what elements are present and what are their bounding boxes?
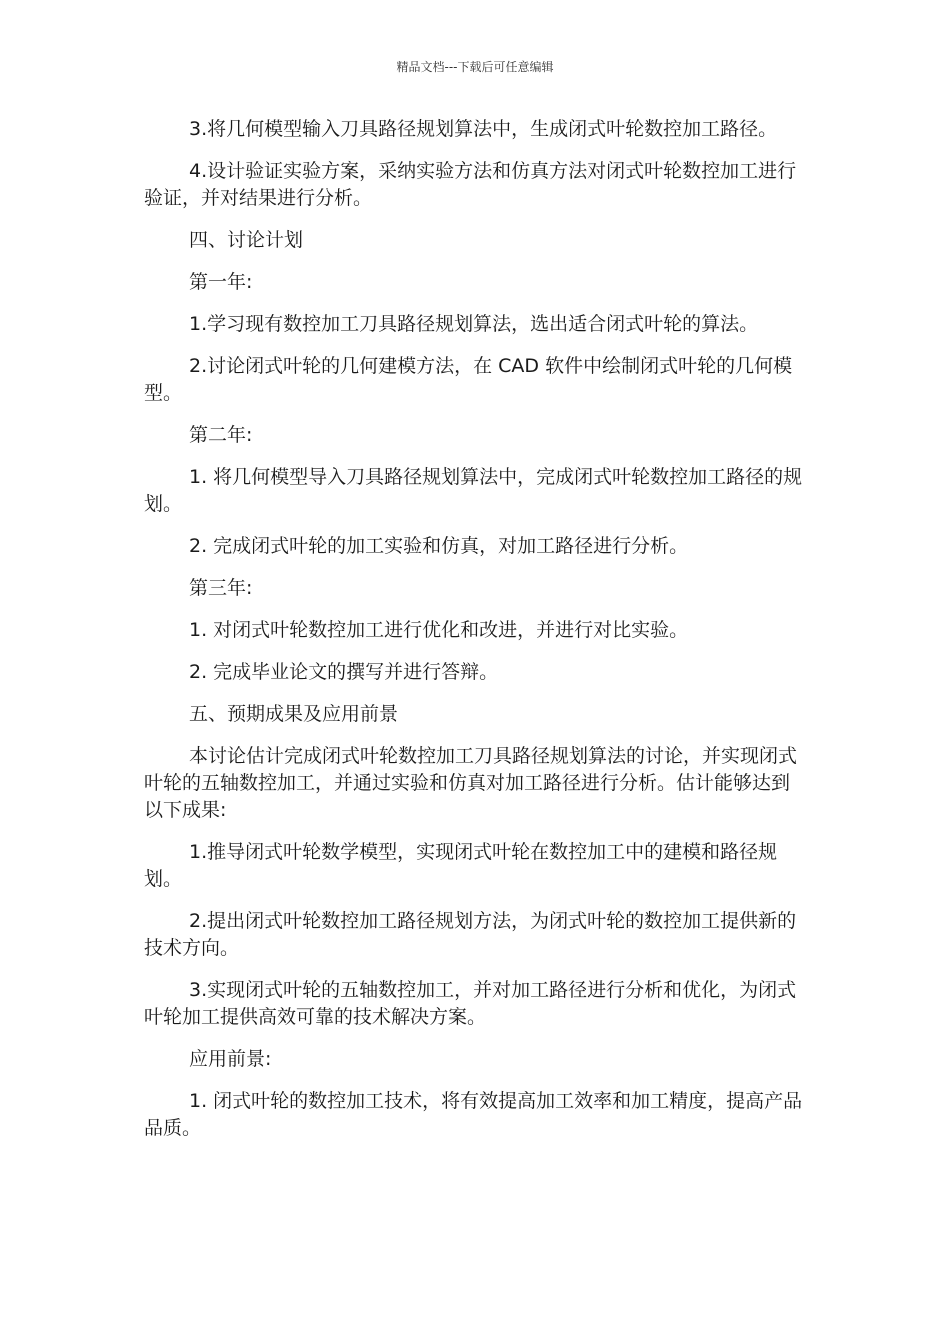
expected-result-1: 1.推导闭式叶轮数学模型，实现闭式叶轮在数控加工中的建模和路径规划。 [144,841,778,890]
year-two-item-1: 1. 将几何模型导入刀具路径规划算法中，完成闭式叶轮数控加工路径的规划。 [144,466,803,515]
section-heading-discussion-plan: 四、讨论计划 [189,229,304,251]
year-three-item-1: 1. 对闭式叶轮数控加工进行优化和改进，并进行对比实验。 [189,619,689,641]
year-two-heading: 第二年: [189,424,253,446]
year-one-item-1: 1.学习现有数控加工刀具路径规划算法，选出适合闭式叶轮的算法。 [189,313,759,335]
year-one-item-2: 2.讨论闭式叶轮的几何建模方法，在 CAD 软件中绘制闭式叶轮的几何模型。 [144,355,793,404]
year-three-item-2: 2. 完成毕业论文的撰写并进行答辩。 [189,661,499,683]
paragraph-step-4: 4.设计验证实验方案，采纳实验方法和仿真方法对闭式叶轮数控加工进行验证，并对结果进行分析。 [144,160,797,209]
application-prospect-1: 1. 闭式叶轮的数控加工技术，将有效提高加工效率和加工精度，提高产品品质。 [144,1090,803,1139]
paragraph-step-3: 3.将几何模型输入刀具路径规划算法中，生成闭式叶轮数控加工路径。 [189,118,778,140]
expected-result-3: 3.实现闭式叶轮的五轴数控加工，并对加工路径进行分析和优化，为闭式叶轮加工提供高效可靠的技术解决方案。 [144,979,797,1028]
year-two-item-2: 2. 完成闭式叶轮的加工实验和仿真，对加工路径进行分析。 [189,535,689,557]
document-body [144,116,808,1157]
expected-result-2: 2.提出闭式叶轮数控加工路径规划方法，为闭式叶轮的数控加工提供新的技术方向。 [144,910,797,959]
year-three-heading: 第三年: [189,577,253,599]
page-header-note: 精品文档---下载后可任意编辑 [396,60,554,74]
year-one-heading: 第一年: [189,271,253,293]
application-prospects-heading: 应用前景: [189,1048,272,1070]
section-heading-expected-results: 五、预期成果及应用前景 [189,703,399,725]
expected-results-intro: 本讨论估计完成闭式叶轮数控加工刀具路径规划算法的讨论，并实现闭式叶轮的五轴数控加工，并通过实验和仿真对加工路径进行分析。估计能够达到以下成果: [144,745,798,821]
